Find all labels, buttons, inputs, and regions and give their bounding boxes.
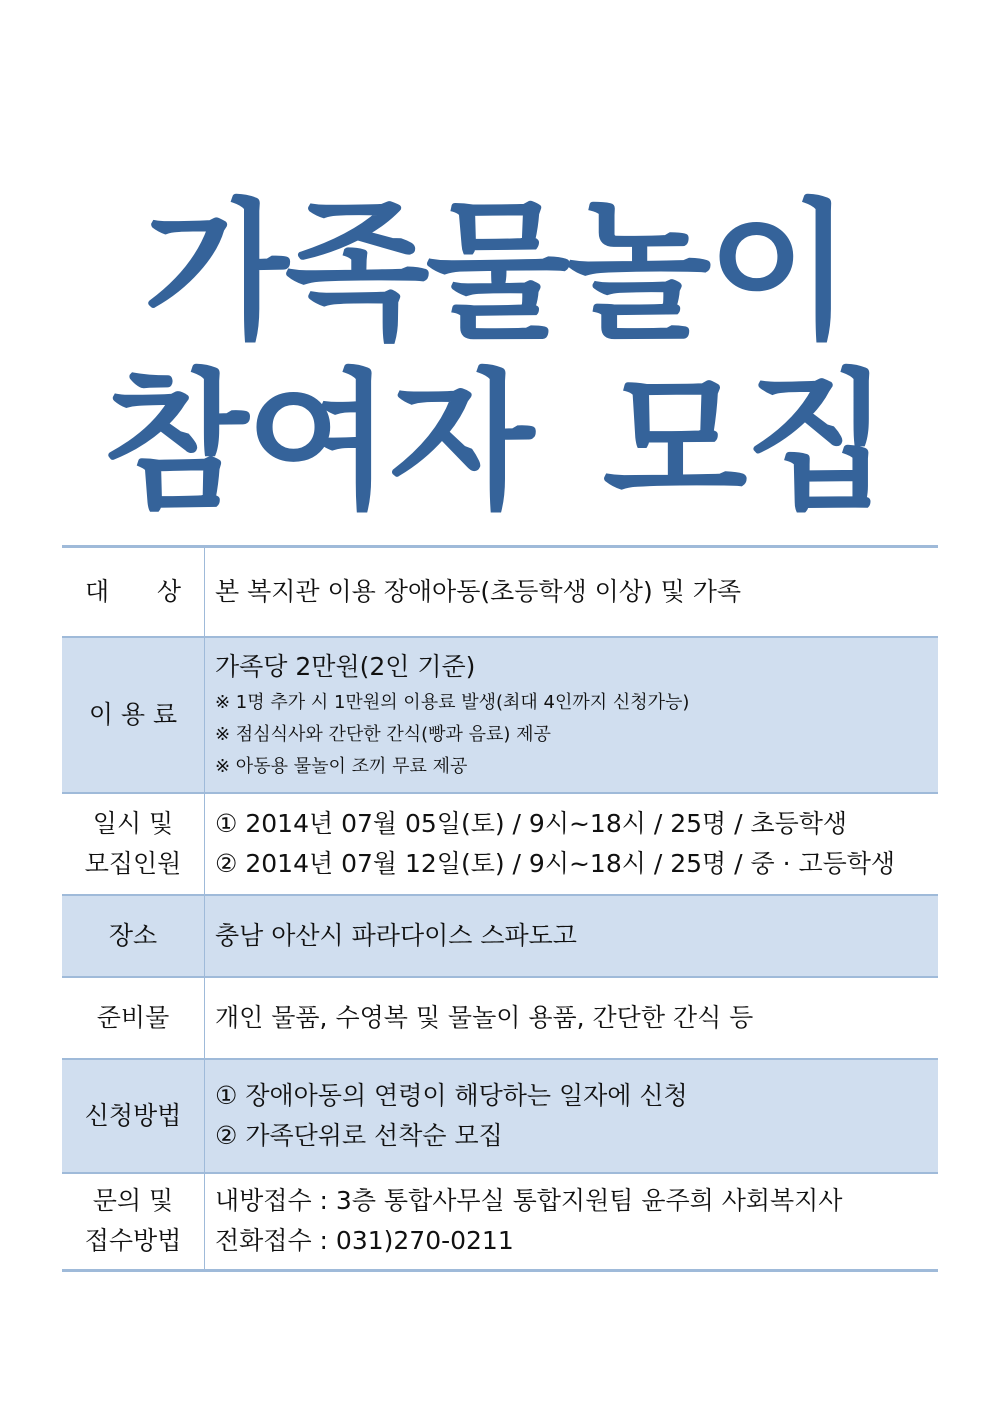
row-supplies [62,977,938,1059]
fee-note: ※ 점심식사와 간단한 간식(빵과 음료) 제공 [215,723,551,745]
label-schedule-line-1: 일시 및 [92,808,174,838]
label-contact-line-2: 접수방법 [84,1226,182,1256]
label-target: 대 상 [62,547,205,637]
info-table [62,545,938,1272]
label-schedule-line-2: 모집인원 [84,848,182,878]
row-schedule [62,793,938,895]
row-apply [62,1059,938,1173]
label-contact [62,1173,205,1271]
label-fee: 이 용 료 [62,637,205,793]
row-place [62,895,938,977]
value-fee [205,637,939,793]
fee-main: 가족당 2만원(2인 기준) [215,651,476,681]
apply-line: ① 장애아동의 연령이 해당하는 일자에 신청 [215,1080,688,1110]
value-target: 본 복지관 이용 장애아동(초등학생 이상) 및 가족 [215,576,742,606]
fee-note: ※ 아동용 물놀이 조끼 무료 제공 [215,755,468,777]
row-contact [62,1173,938,1271]
fee-note: ※ 1명 추가 시 1만원의 이용료 발생(최대 4인까지 신청가능) [215,691,690,713]
label-supplies: 준비물 [62,977,205,1059]
value-place: 충남 아산시 파라다이스 스파도고 [215,920,577,950]
value-contact [205,1173,939,1271]
schedule-line: ② 2014년 07월 12일(토) / 9시~18시 / 25명 / 중 · 고등학생 [215,848,896,878]
schedule-line: ① 2014년 07월 05일(토) / 9시~18시 / 25명 / 초등학생 [215,808,848,838]
value-apply [205,1059,939,1173]
label-apply: 신청방법 [62,1059,205,1173]
row-target [62,547,938,637]
row-fee [62,637,938,793]
poster-title-line-2: 참여자 모집 [103,356,889,530]
apply-line: ② 가족단위로 선착순 모집 [215,1120,503,1150]
label-contact-line-1: 문의 및 [92,1186,174,1216]
value-supplies: 개인 물품, 수영복 및 물놀이 용품, 간단한 간식 등 [215,1002,754,1032]
contact-line: 내방접수 : 3층 통합사무실 통합지원팀 윤주희 사회복지사 [215,1186,843,1216]
value-schedule [205,793,939,895]
label-schedule [62,793,205,895]
label-place: 장소 [62,895,205,977]
contact-line: 전화접수 : 031)270-0211 [215,1226,514,1256]
poster-title-line-1: 가족물놀이 [143,186,849,360]
